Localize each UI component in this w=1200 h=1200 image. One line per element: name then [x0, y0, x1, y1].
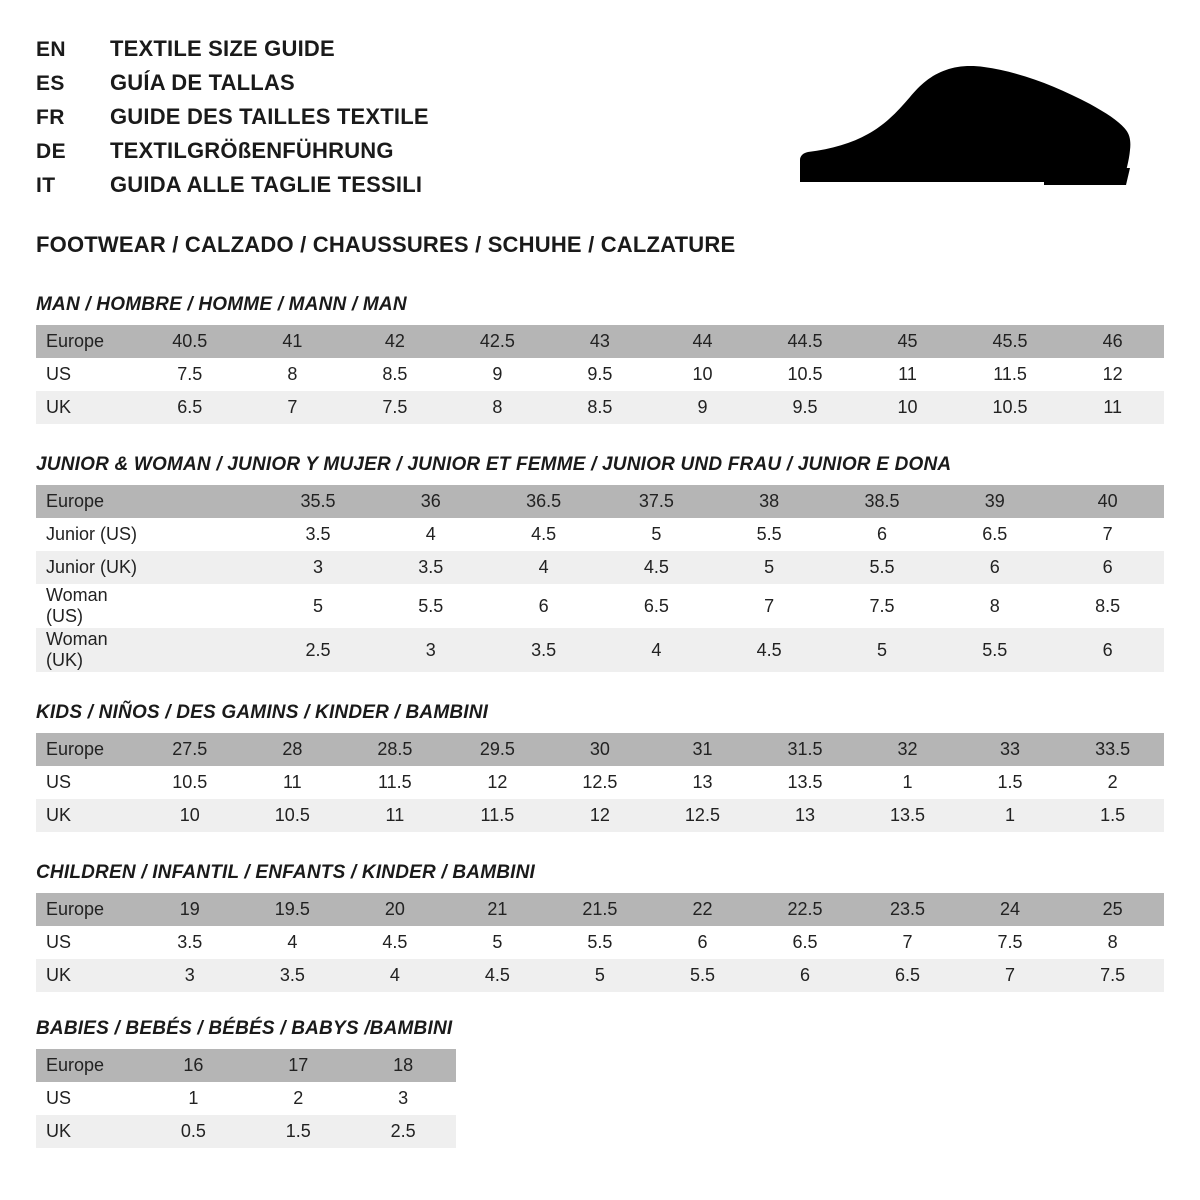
cell: 2 [246, 1082, 351, 1115]
cell: 4 [374, 518, 487, 551]
table-row [36, 628, 1164, 672]
cell: 13 [651, 766, 754, 799]
cell: 5.5 [374, 584, 487, 628]
cell: 12.5 [549, 766, 652, 799]
cell: 1.5 [959, 766, 1062, 799]
language-title: TEXTILGRÖßENFÜHRUNG [110, 138, 394, 163]
language-row [36, 138, 429, 172]
cell: 4.5 [600, 551, 713, 584]
cell: 42.5 [446, 325, 549, 358]
cell: 19.5 [241, 893, 344, 926]
language-code: FR [36, 106, 65, 129]
row-label: Europe [36, 1049, 141, 1082]
row-label: Europe [36, 733, 139, 766]
cell: 2.5 [262, 628, 375, 672]
row-label: Europe [36, 893, 139, 926]
cell: 13 [754, 799, 857, 832]
cell: 7.5 [139, 358, 242, 391]
cell: 8 [1061, 926, 1164, 959]
cell: 22.5 [754, 893, 857, 926]
cell: 0.5 [141, 1115, 246, 1148]
cell: 11.5 [959, 358, 1062, 391]
cell: 23.5 [856, 893, 959, 926]
cell: 7 [1051, 518, 1164, 551]
cell: 7 [241, 391, 344, 424]
row-label: US [36, 926, 139, 959]
cell [149, 518, 262, 551]
size-table [36, 325, 1164, 424]
table-row [36, 926, 1164, 959]
row-label: Woman (UK) [36, 628, 149, 672]
cell: 7.5 [344, 391, 447, 424]
cell: 24 [959, 893, 1062, 926]
language-code: IT [36, 174, 56, 197]
language-code: ES [36, 72, 65, 95]
section-man [36, 294, 1164, 424]
cell: 25 [1061, 893, 1164, 926]
cell [149, 628, 262, 672]
cell: 1.5 [1061, 799, 1164, 832]
cell: 2.5 [351, 1115, 456, 1148]
cell: 10.5 [241, 799, 344, 832]
row-label: Europe [36, 485, 149, 518]
cell: 20 [344, 893, 447, 926]
language-title-list [36, 36, 429, 206]
cell: 11.5 [446, 799, 549, 832]
cell: 4 [487, 551, 600, 584]
cell: 8.5 [344, 358, 447, 391]
cell: 6 [826, 518, 939, 551]
table-row [36, 1082, 456, 1115]
size-table [36, 1049, 456, 1148]
row-label: UK [36, 391, 139, 424]
cell: 5 [713, 551, 826, 584]
row-label: Junior (UK) [36, 551, 149, 584]
cell: 16 [141, 1049, 246, 1082]
cell: 4.5 [487, 518, 600, 551]
cell: 7.5 [826, 584, 939, 628]
cell: 13.5 [754, 766, 857, 799]
table-row [36, 1115, 456, 1148]
category-line: FOOTWEAR / CALZADO / CHAUSSURES / SCHUHE / CALZATURE [36, 232, 736, 257]
cell: 4 [241, 926, 344, 959]
dress-shoe-icon [794, 64, 1134, 199]
cell: 45 [856, 325, 959, 358]
table-row [36, 733, 1164, 766]
cell: 38.5 [826, 485, 939, 518]
cell: 1 [959, 799, 1062, 832]
cell: 40.5 [139, 325, 242, 358]
table-row [36, 551, 1164, 584]
cell: 5 [262, 584, 375, 628]
cell: 36.5 [487, 485, 600, 518]
cell: 11 [344, 799, 447, 832]
cell: 46 [1061, 325, 1164, 358]
cell: 44 [651, 325, 754, 358]
row-label: Europe [36, 325, 139, 358]
cell [149, 485, 262, 518]
cell: 6.5 [600, 584, 713, 628]
cell: 4.5 [713, 628, 826, 672]
section-title: KIDS / NIÑOS / DES GAMINS / KINDER / BAMBINI [36, 702, 489, 723]
cell: 11.5 [344, 766, 447, 799]
table-row [36, 518, 1164, 551]
cell: 1 [856, 766, 959, 799]
table-row [36, 893, 1164, 926]
cell: 12 [446, 766, 549, 799]
table-row [36, 1049, 456, 1082]
language-row [36, 172, 429, 206]
section-title: BABIES / BEBÉS / BÉBÉS / BABYS /BAMBINI [36, 1018, 453, 1039]
row-label: UK [36, 799, 139, 832]
cell: 3.5 [241, 959, 344, 992]
cell: 6.5 [754, 926, 857, 959]
row-label: Woman (US) [36, 584, 149, 628]
cell: 11 [1061, 391, 1164, 424]
cell: 12 [1061, 358, 1164, 391]
cell: 21 [446, 893, 549, 926]
language-title: GUIDA ALLE TAGLIE TESSILI [110, 172, 423, 197]
cell: 33 [959, 733, 1062, 766]
section-children [36, 862, 1164, 992]
table-row [36, 799, 1164, 832]
language-row [36, 36, 429, 70]
cell: 6.5 [856, 959, 959, 992]
language-code: EN [36, 38, 66, 61]
cell: 4.5 [446, 959, 549, 992]
cell: 28.5 [344, 733, 447, 766]
language-row [36, 70, 429, 104]
cell: 8.5 [1051, 584, 1164, 628]
cell: 6.5 [938, 518, 1051, 551]
cell: 31.5 [754, 733, 857, 766]
cell: 6 [754, 959, 857, 992]
cell: 28 [241, 733, 344, 766]
cell: 6 [1051, 628, 1164, 672]
cell: 3.5 [374, 551, 487, 584]
size-table [36, 485, 1164, 672]
cell: 7.5 [1061, 959, 1164, 992]
cell: 5.5 [938, 628, 1051, 672]
cell: 9 [651, 391, 754, 424]
table-row [36, 325, 1164, 358]
cell: 12 [549, 799, 652, 832]
cell: 3.5 [262, 518, 375, 551]
section-junior-woman [36, 454, 1164, 672]
cell: 43 [549, 325, 652, 358]
cell: 22 [651, 893, 754, 926]
language-title: GUÍA DE TALLAS [110, 70, 295, 95]
cell: 8 [938, 584, 1051, 628]
cell: 8.5 [549, 391, 652, 424]
cell: 33.5 [1061, 733, 1164, 766]
cell: 2 [1061, 766, 1164, 799]
cell: 1 [141, 1082, 246, 1115]
cell: 10.5 [139, 766, 242, 799]
row-label: US [36, 1082, 141, 1115]
cell [149, 584, 262, 628]
cell: 3 [351, 1082, 456, 1115]
cell: 29.5 [446, 733, 549, 766]
table-row [36, 766, 1164, 799]
section-title: MAN / HOMBRE / HOMME / MANN / MAN [36, 294, 407, 315]
section-kids [36, 702, 1164, 832]
cell: 10 [651, 358, 754, 391]
table-row [36, 358, 1164, 391]
cell: 10.5 [959, 391, 1062, 424]
row-label: Junior (US) [36, 518, 149, 551]
row-label: UK [36, 959, 139, 992]
cell: 39 [938, 485, 1051, 518]
table-row [36, 959, 1164, 992]
cell: 5.5 [549, 926, 652, 959]
cell: 7 [856, 926, 959, 959]
cell: 9 [446, 358, 549, 391]
document-header [36, 30, 1164, 206]
row-label: UK [36, 1115, 141, 1148]
cell: 3 [262, 551, 375, 584]
cell: 5.5 [651, 959, 754, 992]
cell: 8 [446, 391, 549, 424]
cell: 5 [826, 628, 939, 672]
cell: 10 [139, 799, 242, 832]
cell: 42 [344, 325, 447, 358]
cell: 7 [959, 959, 1062, 992]
language-title: TEXTILE SIZE GUIDE [110, 36, 335, 61]
cell: 17 [246, 1049, 351, 1082]
cell: 5.5 [713, 518, 826, 551]
cell: 6.5 [139, 391, 242, 424]
cell: 31 [651, 733, 754, 766]
cell: 6 [651, 926, 754, 959]
cell: 3 [139, 959, 242, 992]
cell: 30 [549, 733, 652, 766]
cell: 38 [713, 485, 826, 518]
cell: 6 [938, 551, 1051, 584]
size-table [36, 733, 1164, 832]
cell: 9.5 [549, 358, 652, 391]
cell: 10.5 [754, 358, 857, 391]
row-label: US [36, 766, 139, 799]
cell: 44.5 [754, 325, 857, 358]
section-title: JUNIOR & WOMAN / JUNIOR Y MUJER / JUNIOR ET FEMME / JUNIOR UND FRAU / JUNIOR E DONA [36, 454, 952, 475]
cell: 32 [856, 733, 959, 766]
cell: 11 [856, 358, 959, 391]
cell: 41 [241, 325, 344, 358]
cell: 4 [600, 628, 713, 672]
cell: 35.5 [262, 485, 375, 518]
cell: 8 [241, 358, 344, 391]
cell: 21.5 [549, 893, 652, 926]
cell [149, 551, 262, 584]
size-table [36, 893, 1164, 992]
cell: 45.5 [959, 325, 1062, 358]
cell: 7.5 [959, 926, 1062, 959]
cell: 4.5 [344, 926, 447, 959]
cell: 36 [374, 485, 487, 518]
cell: 18 [351, 1049, 456, 1082]
cell: 5 [446, 926, 549, 959]
cell: 5 [549, 959, 652, 992]
table-row [36, 584, 1164, 628]
cell: 19 [139, 893, 242, 926]
cell: 13.5 [856, 799, 959, 832]
cell: 37.5 [600, 485, 713, 518]
cell: 7 [713, 584, 826, 628]
cell: 10 [856, 391, 959, 424]
cell: 3 [374, 628, 487, 672]
row-label: US [36, 358, 139, 391]
cell: 4 [344, 959, 447, 992]
table-row [36, 391, 1164, 424]
cell: 3.5 [487, 628, 600, 672]
cell: 11 [241, 766, 344, 799]
section-title: CHILDREN / INFANTIL / ENFANTS / KINDER / BAMBINI [36, 862, 536, 883]
cell: 5.5 [826, 551, 939, 584]
cell: 3.5 [139, 926, 242, 959]
cell: 12.5 [651, 799, 754, 832]
language-code: DE [36, 140, 66, 163]
table-row [36, 485, 1164, 518]
language-title: GUIDE DES TAILLES TEXTILE [110, 104, 429, 129]
cell: 27.5 [139, 733, 242, 766]
cell: 40 [1051, 485, 1164, 518]
cell: 6 [1051, 551, 1164, 584]
section-babies [36, 1018, 1164, 1148]
cell: 6 [487, 584, 600, 628]
cell: 1.5 [246, 1115, 351, 1148]
language-row [36, 104, 429, 138]
cell: 9.5 [754, 391, 857, 424]
cell: 5 [600, 518, 713, 551]
